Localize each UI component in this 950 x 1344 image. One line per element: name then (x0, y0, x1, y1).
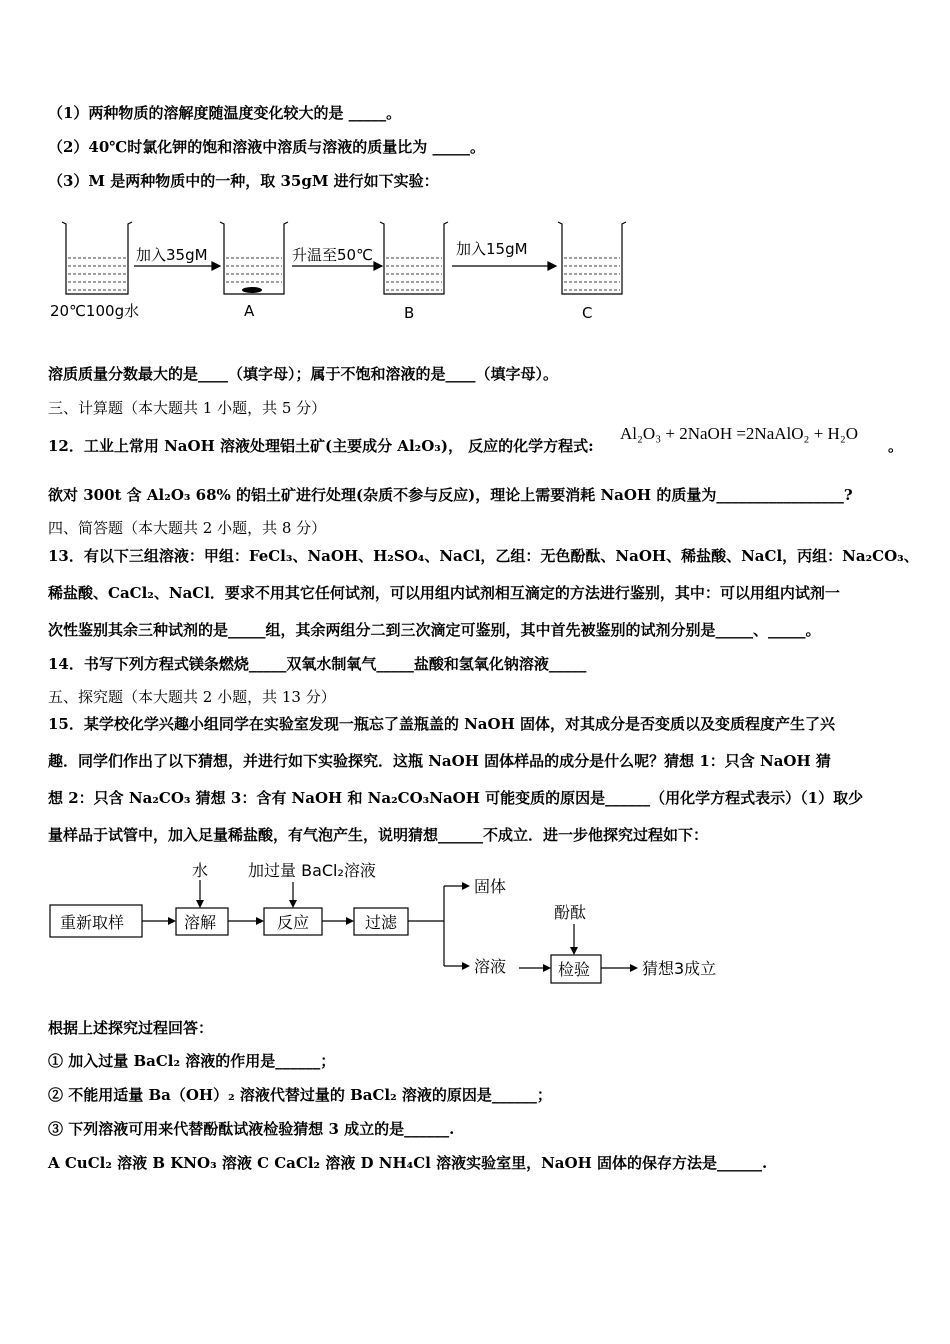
q12-line-b: 欲对 300t 含 Al₂O₃ 68% 的铝土矿进行处理(杂质不参与反应)，理论上需要消耗 NaOH 的质量为_________________? (48, 486, 853, 504)
q3-line: （3）M 是两种物质中的一种，取 35gM 进行如下实验： (48, 172, 439, 190)
flow-branch-solid: 固体 (474, 877, 507, 896)
section-3-heading: 三、计算题（本大题共 1 小题，共 5 分） (48, 399, 327, 417)
flow-input-water: 水 (192, 861, 209, 880)
q14-line: 14．书写下列方程式镁条燃烧_____双氧水制氧气_____盐酸和氢氧化钠溶液_____ (48, 655, 587, 673)
arrow-label-2: 升温至50℃ (292, 246, 373, 264)
flow-result: 猜想3成立 (642, 959, 717, 978)
flow-box-dissolve: 溶解 (184, 913, 217, 932)
flow-box-filter: 过滤 (365, 913, 398, 932)
flow-box-test: 检验 (558, 960, 591, 979)
flow-diagram (40, 858, 760, 998)
q13-line-c: 次性鉴别其余三种试剂的是_____组，其余两组分二到三次滴定可鉴别，其中首先被鉴别的试剂分别是_____、_____。 (48, 621, 821, 639)
review-options: A CuCl₂ 溶液 B KNO₃ 溶液 C CaCl₂ 溶液 D NH₄Cl 溶液实验室里，NaOH 固体的保存方法是______. (48, 1154, 768, 1172)
beaker-diagram (40, 210, 640, 330)
q15-line-a: 15．某学校化学兴趣小组同学在实验室发现一瓶忘了盖瓶盖的 NaOH 固体，对其成分是否变质以及变质程度产生了兴 (48, 715, 835, 733)
q2-line: （2）40℃时氯化钾的饱和溶液中溶质与溶液的质量比为 _____。 (48, 138, 486, 156)
flow-box-react: 反应 (277, 913, 310, 932)
q3-answer-line: 溶质质量分数最大的是____（填字母）；属于不饱和溶液的是____（填字母）。 (48, 365, 559, 383)
q12-period: 。 (888, 437, 904, 455)
beaker-label-c: C (582, 304, 593, 322)
review-item-1: ① 加入过量 BaCl₂ 溶液的作用是______； (48, 1052, 336, 1070)
review-heading: 根据上述探究过程回答： (48, 1019, 214, 1037)
beaker-label-start: 20℃100g水 (50, 302, 140, 320)
beaker-label-a: A (244, 302, 255, 320)
q15-line-d: 量样品于试管中，加入足量稀盐酸，有气泡产生，说明猜想______不成立．进一步他探究过程如下： (48, 826, 709, 844)
q12-line-a: 12．工业上常用 NaOH 溶液处理铝土矿(主要成分 Al₂O₃)， 反应的化学方程式: (48, 437, 594, 455)
q15-line-b: 趣．同学们作出了以下猜想，并进行如下实验探究．这瓶 NaOH 固体样品的成分是什么呢？猜想 1：只含 NaOH 猜 (48, 752, 831, 770)
beaker-label-b: B (404, 304, 415, 322)
flow-box-resample: 重新取样 (60, 913, 125, 932)
flow-input-phenolphthalein: 酚酞 (554, 903, 587, 922)
flow-branch-solution: 溶液 (474, 957, 507, 976)
q15-line-c: 想 2：只含 Na₂CO₃ 猜想 3：含有 NaOH 和 Na₂CO₃NaOH 可能变质的原因是______（用化学方程式表示）（1）取少 (48, 789, 864, 807)
section-4-heading: 四、简答题（本大题共 2 小题，共 8 分） (48, 519, 327, 537)
section-5-heading: 五、探究题（本大题共 2 小题，共 13 分） (48, 688, 336, 706)
q1-line: （1）两种物质的溶解度随温度变化较大的是 _____。 (48, 104, 402, 122)
review-item-2: ② 不能用适量 Ba（OH）₂ 溶液代替过量的 BaCl₂ 溶液的原因是______； (48, 1086, 552, 1104)
flow-input-bacl2: 加过量 BaCl₂溶液 (248, 861, 376, 880)
review-item-3: ③ 下列溶液可用来代替酚酞试液检验猜想 3 成立的是______. (48, 1120, 455, 1138)
chemical-equation: Al₂O₃ + 2NaOH =2NaAlO₂ + H₂O (620, 424, 859, 443)
arrow-label-1: 加入35gM (136, 246, 208, 264)
q13-line-b: 稀盐酸、CaCl₂、NaCl．要求不用其它任何试剂，可以用组内试剂相互滴定的方法进行鉴别，其中：可以用组内试剂一 (48, 584, 840, 602)
q13-line-a: 13．有以下三组溶液：甲组：FeCl₃、NaOH、H₂SO₄、NaCl，乙组：无色酚酞、NaOH、稀盐酸、NaCl，丙组：Na₂CO₃、 (48, 547, 919, 565)
arrow-label-3: 加入15gM (456, 240, 528, 258)
